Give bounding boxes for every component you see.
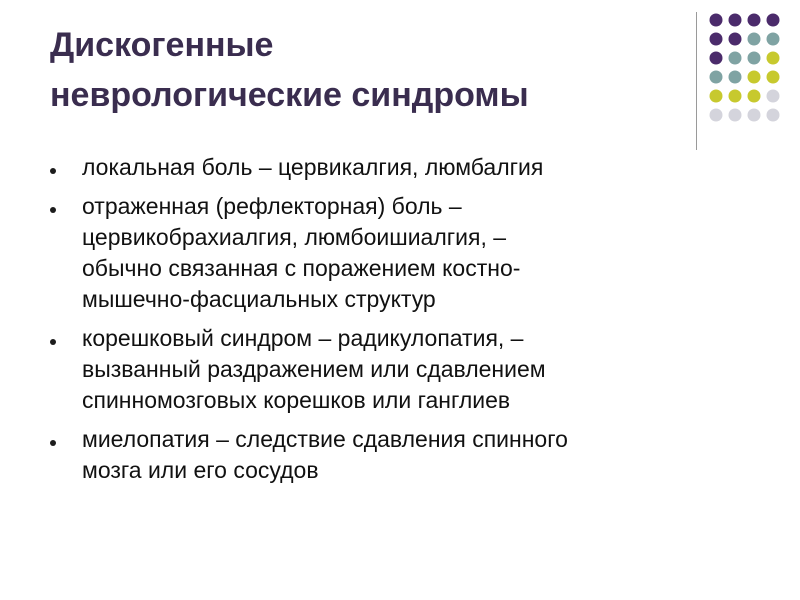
decorative-dot-icon xyxy=(710,14,723,27)
decorative-dot-icon xyxy=(729,14,742,27)
slide-title-line-1: Дискогенные xyxy=(50,26,274,64)
decorative-dot-icon xyxy=(767,109,780,122)
decorative-dot-icon xyxy=(748,71,761,84)
decorative-dot-icon xyxy=(710,109,723,122)
bullet-text xyxy=(82,152,750,183)
bullet-line: вызванный раздражением или сдавлением xyxy=(82,356,546,382)
bullet-text xyxy=(82,424,750,486)
bullet-line: спинномозговых корешков или ганглиев xyxy=(82,387,511,413)
bullet-icon xyxy=(50,207,56,213)
slide-title-line-2: неврологические синдромы xyxy=(50,76,529,114)
decorative-dot-icon xyxy=(729,71,742,84)
bullet-list xyxy=(50,152,750,494)
decorative-dot-icon xyxy=(710,90,723,103)
bullet-line: мышечно-фасциальных структур xyxy=(82,286,436,312)
decorative-dot-icon xyxy=(729,33,742,46)
decorative-dot-icon xyxy=(767,71,780,84)
decorative-dot-icon xyxy=(710,52,723,65)
bullet-line: миелопатия – следствие сдавления спинного xyxy=(82,426,568,452)
bullet-line: мозга или его сосудов xyxy=(82,457,319,483)
bullet-icon xyxy=(50,339,56,345)
decorative-dot-grid xyxy=(708,12,788,128)
decorative-dot-icon xyxy=(748,14,761,27)
decorative-dot-icon xyxy=(729,109,742,122)
dot-grid-svg xyxy=(708,12,788,128)
bullet-line: обычно связанная с поражением костно- xyxy=(82,255,521,281)
bullet-item-1 xyxy=(50,152,750,183)
bullet-item-4 xyxy=(50,424,750,486)
bullet-item-3 xyxy=(50,323,750,416)
slide-title xyxy=(50,20,690,120)
bullet-icon xyxy=(50,168,56,174)
decorative-dot-icon xyxy=(710,71,723,84)
decorative-dot-icon xyxy=(729,90,742,103)
decorative-dot-icon xyxy=(748,90,761,103)
bullet-icon xyxy=(50,440,56,446)
bullet-line: локальная боль – цервикалгия, люмбалгия xyxy=(82,154,544,180)
decorative-dot-icon xyxy=(767,14,780,27)
decorative-dot-icon xyxy=(729,52,742,65)
bullet-line: отраженная (рефлекторная) боль – xyxy=(82,193,462,219)
bullet-line: корешковый синдром – радикулопатия, – xyxy=(82,325,524,351)
decorative-dot-icon xyxy=(748,109,761,122)
bullet-text xyxy=(82,323,750,416)
decorative-dot-icon xyxy=(748,52,761,65)
decorative-dot-icon xyxy=(767,90,780,103)
decorative-dot-icon xyxy=(710,33,723,46)
decorative-dot-icon xyxy=(767,52,780,65)
vertical-divider xyxy=(696,12,697,150)
bullet-line: цервикобрахиалгия, люмбоишиалгия, – xyxy=(82,224,507,250)
decorative-dot-icon xyxy=(748,33,761,46)
decorative-dot-icon xyxy=(767,33,780,46)
bullet-text xyxy=(82,191,750,315)
bullet-item-2 xyxy=(50,191,750,315)
